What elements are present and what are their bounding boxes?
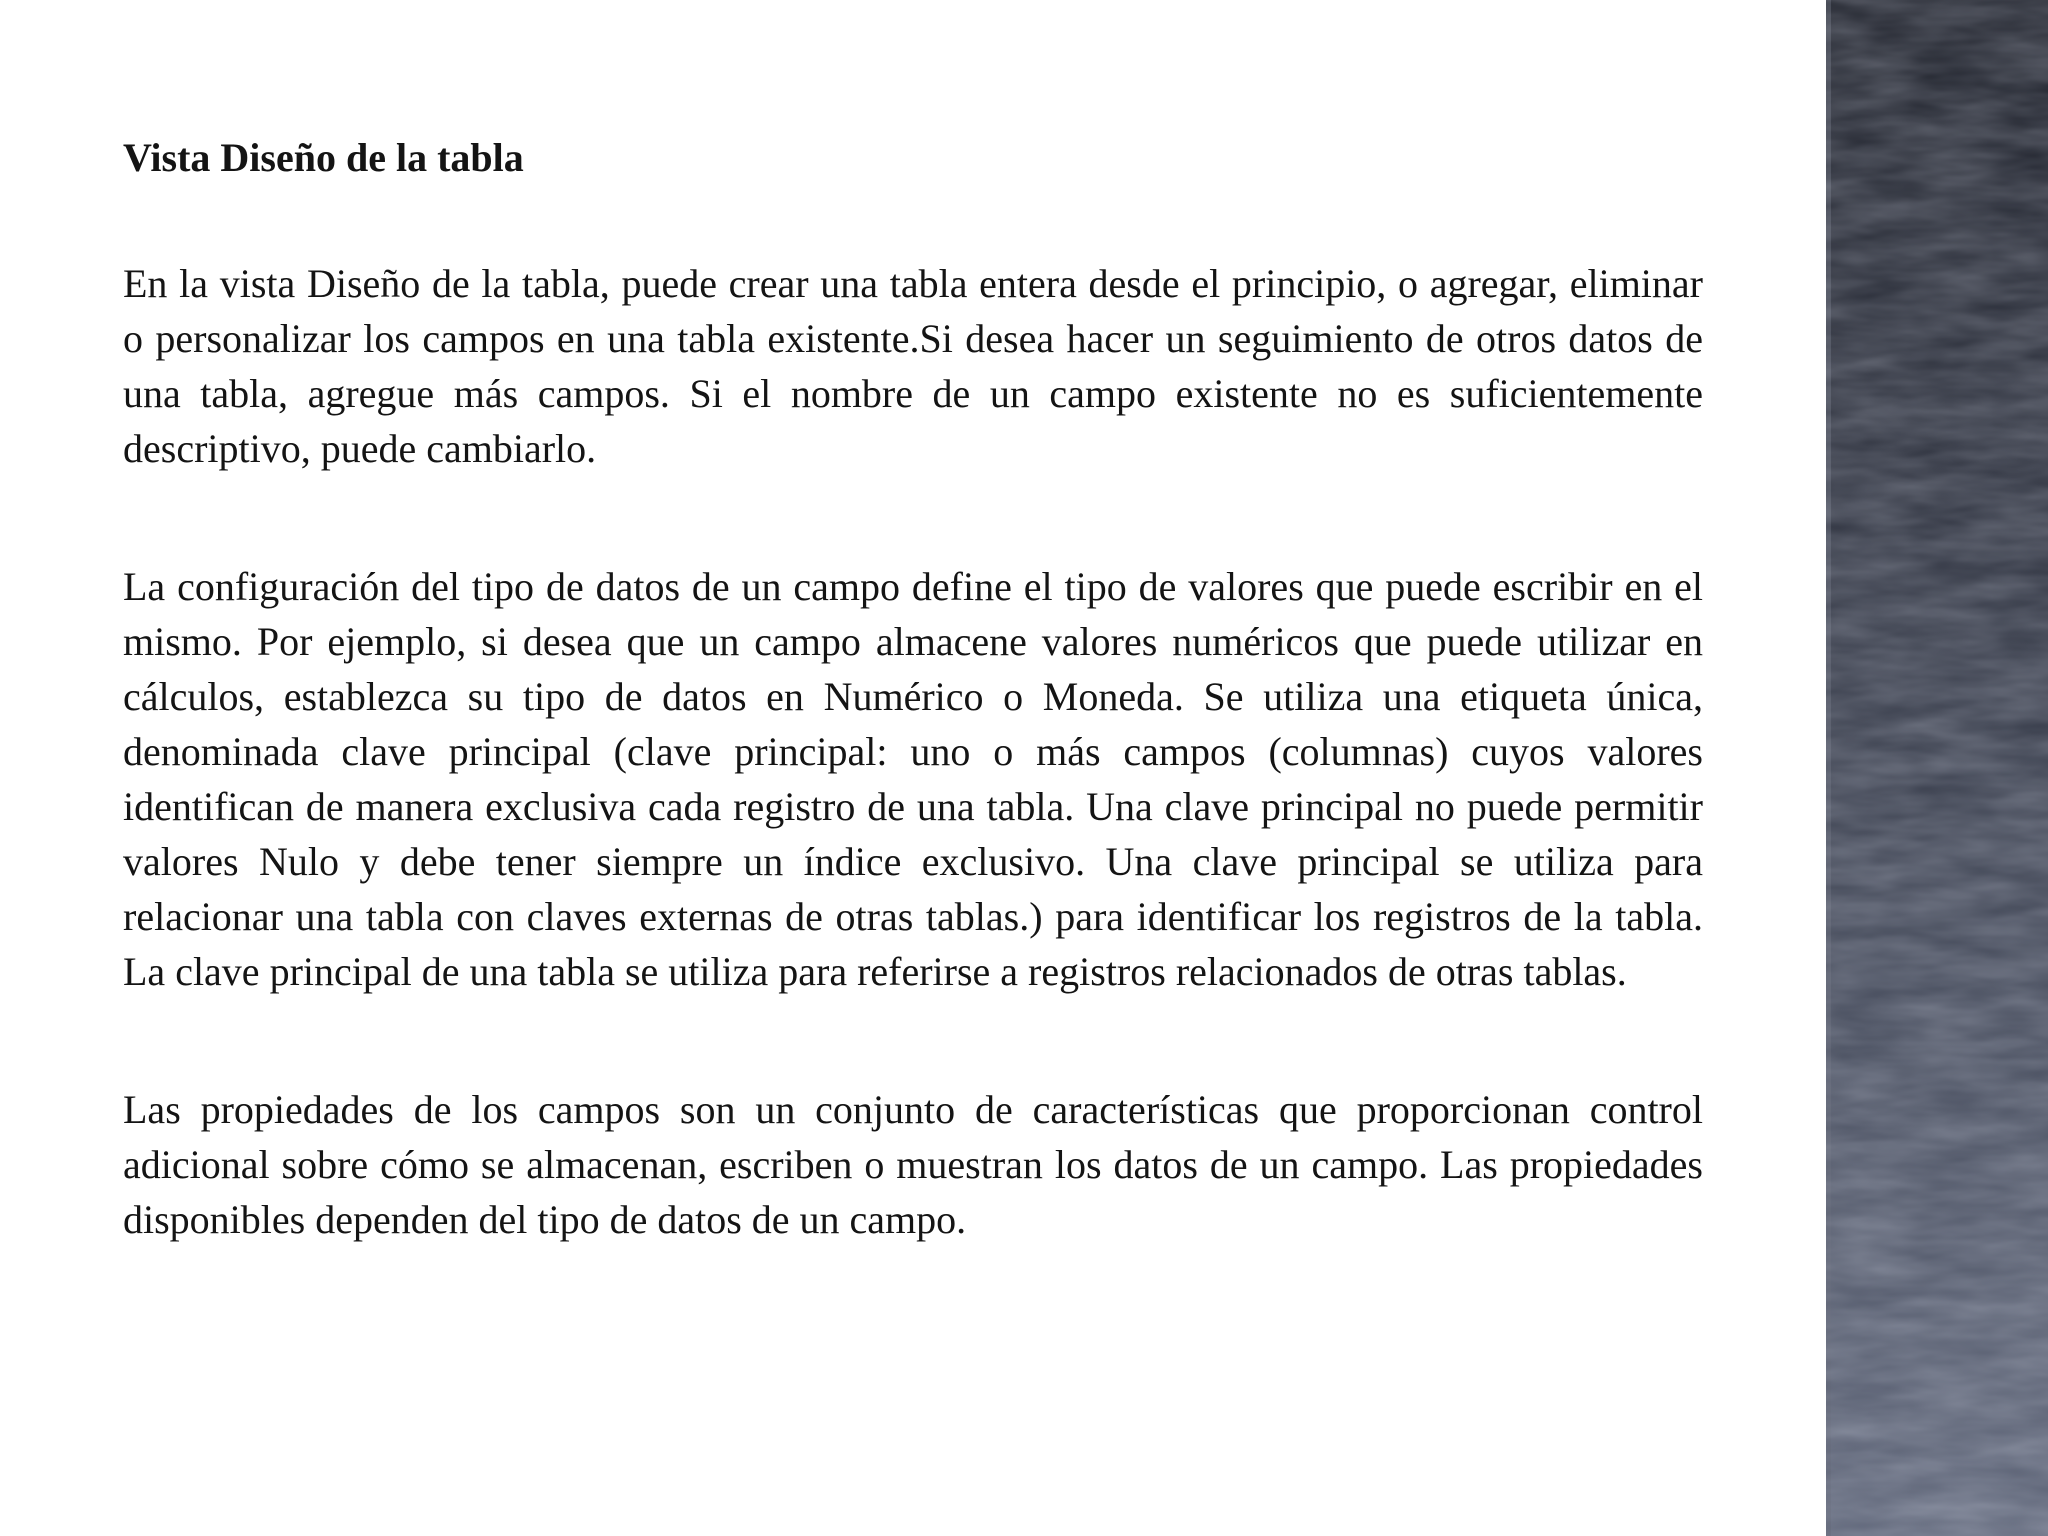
slide-title: Vista Diseño de la tabla [123, 135, 524, 180]
decorative-side-panel [1826, 0, 2048, 1536]
paragraph-data-type: La configuración del tipo de datos de un campo define el tipo de valores que puede escribir en el mismo. Por ejemplo, si desea que un campo almacene valores numéricos que puede utilizar en cálculos, establezca su tipo de datos en Numérico o Moneda. Se utiliza una etiqueta única, denominada clave principal (clave principal: uno o más campos (columnas) cuyos valores identifican de manera exclusiva cada registro de una tabla. Una clave principal no puede permitir valores Nulo y debe tener siempre un índice exclusivo. Una clave principal se utiliza para relacionar una tabla con claves externas de otras tablas.) para identificar los registros de la tabla. La clave principal de una tabla se utiliza para referirse a registros relacionados de otras tablas. [123, 564, 1703, 994]
paragraph-field-properties: Las propiedades de los campos son un conjunto de características que proporcionan control adicional sobre cómo se almacenan, escriben o muestran los datos de un campo. Las propiedades disponibles dependen del tipo de datos de un campo. [123, 1087, 1703, 1242]
slide-content [123, 130, 1703, 1247]
side-panel-texture [1826, 0, 2048, 1536]
paragraph-design-view: En la vista Diseño de la tabla, puede crear una tabla entera desde el principio, o agregar, eliminar o personalizar los campos en una tabla existente.Si desea hacer un seguimiento de otros datos de una tabla, agregue más campos. Si el nombre de un campo existente no es suficientemente descriptivo, puede cambiarlo. [123, 261, 1703, 471]
